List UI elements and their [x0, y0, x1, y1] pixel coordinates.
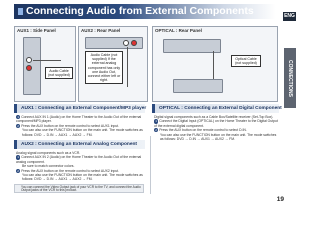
aux2-step-1b: Be sure to match connector colors. [22, 164, 75, 169]
step-number-1: 1 [17, 115, 19, 119]
footer-note-text: You can connect the Video Output jack of your VCR to the TV, and connect the Audio Output jacks of the VCR to this product. [21, 185, 141, 192]
aux2-note: You can also use the FUNCTION button on the main unit. The mode switches as follows: DVD → D.IN → AUX1 → AUX2 → FM. [22, 173, 143, 182]
optical-note: You can also use the FUNCTION button on the main unit. The mode switches as follows: DVD → D.IN → AUX1 → AUX2 → FM. [160, 132, 277, 142]
aux2-intro: Analog signal components such as a VCR. [16, 151, 81, 155]
aux1-cable-callout: Audio Cable (not supplied) [45, 67, 73, 79]
aux1-panel [14, 26, 76, 102]
aux1-jacks [26, 57, 32, 71]
aux1-section-heading [14, 104, 145, 113]
aux2-section-heading [14, 140, 145, 149]
optical-cable-callout: Optical Cable (not supplied) [231, 55, 261, 67]
title-decoration [18, 8, 23, 15]
optical-step-1-text: Connect the Digital Input (OPTICAL) on the Home Theater to the Digital Output of the external digital component. [154, 119, 278, 128]
optical-heading-text: OPTICAL : Connecting an External Digital Component [159, 105, 282, 111]
digital-component-device [173, 79, 223, 93]
audio-jack-right [131, 40, 137, 46]
audio-jack-left [123, 40, 129, 46]
aux2-jacks [123, 40, 137, 46]
title-bar [14, 4, 276, 19]
optical-step-2-text: Press the AUX button on the remote control to select D.IN. [159, 128, 247, 133]
step-number-2: 2 [17, 168, 19, 173]
footer-note [14, 184, 144, 193]
aux1-steps [16, 115, 144, 137]
step-number-1: 1 [17, 155, 19, 160]
optical-intro: Digital signal components such as a Cable Box/Satellite receiver (Set-Top Box). [154, 115, 274, 119]
step-number-1: 1 [155, 119, 157, 124]
aux2-cable-callout: Audio Cable (not supplied) If the external analog component has only one Audio Out, connect either left or right. [85, 51, 123, 84]
audio-jack-left [26, 57, 32, 63]
aux1-heading-text: AUX1 : Connecting an External Component/MP3 player [21, 105, 147, 111]
page-title: Connecting Audio from External Components [26, 5, 254, 17]
aux2-heading-text: AUX2 : Connecting an External Analog Component [21, 141, 138, 147]
aux1-cable [33, 60, 61, 61]
section-side-tab: CONNECTIONS [284, 48, 296, 108]
audio-jack-right [26, 65, 32, 71]
aux1-step-1-text: Connect AUX IN 1 (Audio) on the Home Theater to the Audio Out of the external component/MP3 player. [16, 115, 142, 124]
aux2-cable [127, 47, 128, 87]
page-number: 19 [276, 196, 284, 203]
optical-section-heading [152, 104, 282, 113]
aux2-panel-label: AUX2 : Rear Panel [81, 28, 121, 33]
aux2-panel [78, 26, 148, 102]
optical-cable [213, 51, 214, 79]
aux1-note: You can also use the FUNCTION button on the main unit. The mode switches as follows: DVD → D.IN → AUX1 → AUX2 → FM. [22, 128, 143, 137]
aux2-step-2-text: Press the AUX button on the remote control to select AUX2 input. [21, 168, 120, 173]
aux2-step-1 [16, 155, 144, 164]
optical-steps [154, 115, 278, 141]
optical-step-1 [154, 119, 278, 128]
aux1-panel-label: AUX1 : Side Panel [17, 28, 56, 33]
language-tab: ENG [284, 13, 295, 19]
step-number-2: 2 [155, 128, 157, 133]
optical-panel-label: OPTICAL : Rear Panel [155, 28, 202, 33]
aux2-step-1-text: Connect AUX IN 2 (Audio) on the Home Theater to the Audio Out of the external analog component. [16, 155, 142, 164]
column-divider [150, 136, 151, 194]
optical-panel [152, 26, 278, 102]
aux2-steps [16, 151, 144, 182]
step-number-2: 2 [17, 123, 19, 128]
aux1-step-2-text: Press the AUX button on the remote control to select AUX1 input. [21, 123, 120, 128]
aux1-step-1 [16, 115, 144, 124]
